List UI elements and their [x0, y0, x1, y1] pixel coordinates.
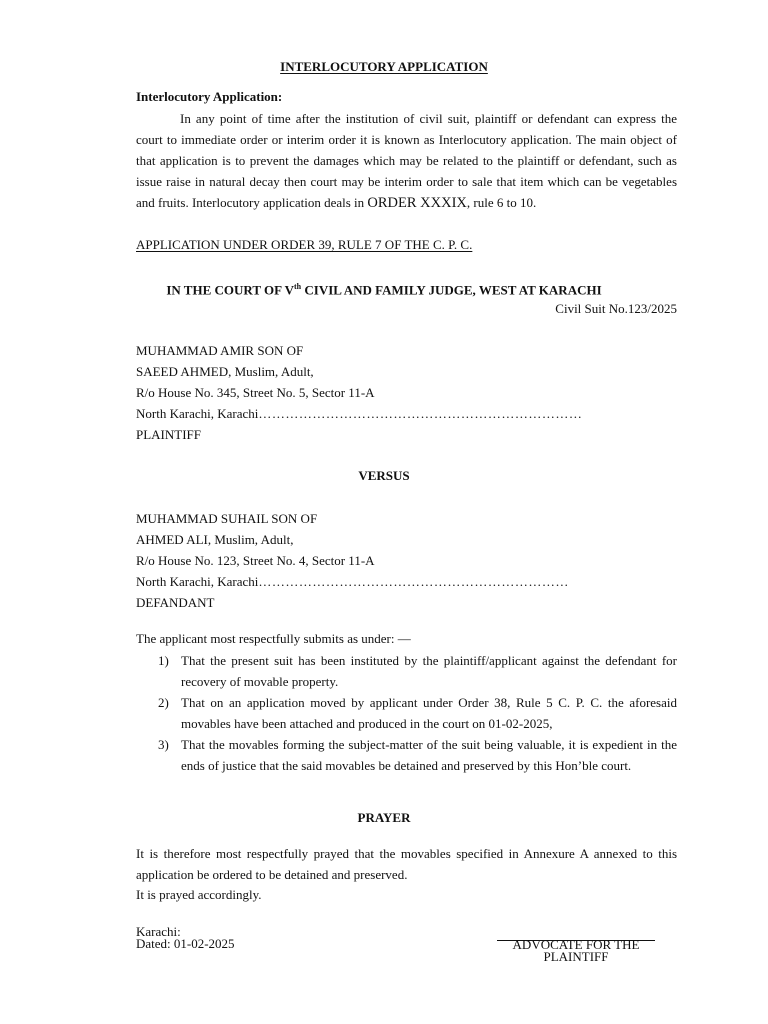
signature-title-2: PLAINTIFF [543, 949, 609, 964]
signature-title-1: ADVOCATE FOR THE [512, 937, 640, 952]
court-heading [0, 278, 768, 298]
list-item [136, 650, 677, 692]
defendant-line-1: MUHAMMAD SUHAIL SON OF [136, 511, 318, 526]
document-title: INTERLOCUTORY APPLICATION [280, 59, 488, 74]
plaintiff-line-2: SAEED AHMED, Muslim, Adult, [136, 364, 314, 379]
intro-body: In any point of time after the institution of civil suit, plaintiff or defendant can express the court to immediate order or interim order it is known as Interlocutory application. The main object of that application is to prevent the damages which may be related to the plaintiff or defendant, such as issue raise in natural decay then court may be interim order to sale that item which can be vegetables and fruits. Interlocutory application deals in [136, 111, 677, 210]
versus-heading: VERSUS [358, 468, 410, 483]
plaintiff-line-3: R/o House No. 345, Street No. 5, Sector 11-A [136, 385, 375, 400]
defendant-line-2: AHMED ALI, Muslim, Adult, [136, 532, 294, 547]
defendant-line-3: R/o House No. 123, Street No. 4, Sector 11-A [136, 553, 375, 568]
intro-paragraph [136, 108, 677, 214]
place: Karachi: [136, 924, 181, 939]
intro-order: ORDER XXXIX [367, 195, 467, 211]
point-number: 2) [158, 695, 169, 710]
defendant-role: DEFANDANT [136, 595, 215, 610]
prayer-heading: PRAYER [357, 810, 411, 825]
point-number: 1) [158, 653, 169, 668]
defendant-line-4 [136, 573, 569, 590]
plaintiff-dots: ……………………………………………………………… [258, 406, 583, 421]
list-item [136, 692, 677, 734]
plaintiff-line-4 [136, 405, 582, 422]
intro-heading: Interlocutory Application: [136, 89, 283, 104]
suit-number: Civil Suit No.123/2025 [555, 301, 677, 316]
points-list [136, 650, 677, 776]
court-heading-sup: th [294, 282, 302, 291]
plaintiff-address: North Karachi, Karachi [136, 406, 259, 421]
prayer-text: It is therefore most respectfully prayed that the movables specified in Annexure A annexed to this application be ordered to be detained and preserved. [136, 846, 677, 882]
intro-rule: , rule 6 to 10. [466, 195, 537, 210]
point-text: That the present suit has been instituted by the plaintiff/applicant against the defendant for recovery of movable property. [181, 653, 677, 689]
submits-line: The applicant most respectfully submits as under: — [136, 631, 411, 646]
plaintiff-role: PLAINTIFF [136, 427, 202, 442]
point-number: 3) [158, 737, 169, 752]
list-item [136, 734, 677, 776]
defendant-address: North Karachi, Karachi [136, 574, 259, 589]
application-line: APPLICATION UNDER ORDER 39, RULE 7 OF THE C. P. C. [136, 237, 473, 252]
point-text: That on an application moved by applicant under Order 38, Rule 5 C. P. C. the aforesaid movables have been attached and produced in the court on 01-02-2025, [181, 695, 677, 731]
court-heading-post: CIVIL AND FAMILY JUDGE, WEST AT KARACHI [301, 282, 602, 298]
dated: Dated: 01-02-2025 [136, 936, 235, 951]
plaintiff-line-1: MUHAMMAD AMIR SON OF [136, 343, 304, 358]
prayer-close: It is prayed accordingly. [136, 887, 262, 902]
point-text: That the movables forming the subject-matter of the suit being valuable, it is expedient in the ends of justice that the said movables be detained and preserved by this Hon’ble court. [181, 737, 677, 773]
defendant-dots: …………………………………………………………… [258, 574, 569, 589]
court-heading-pre: IN THE COURT OF V [166, 282, 294, 298]
